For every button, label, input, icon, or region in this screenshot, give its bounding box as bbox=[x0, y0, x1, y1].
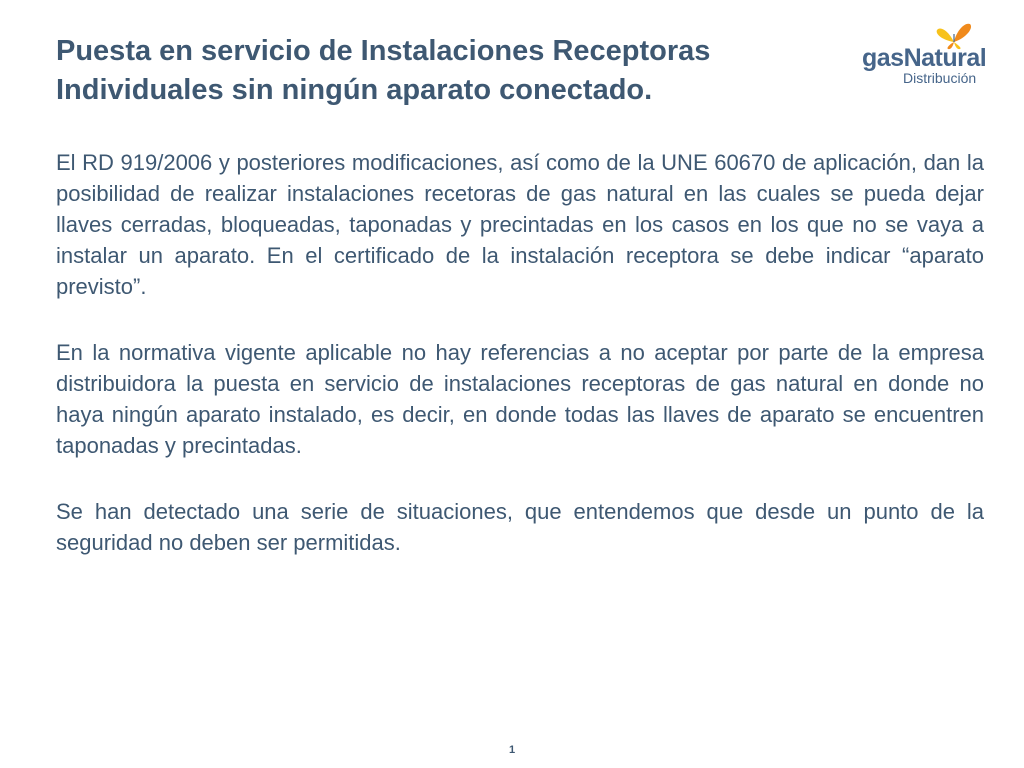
slide-body bbox=[56, 147, 984, 558]
paragraph-2: En la normativa vigente aplicable no hay referencias a no aceptar por parte de la empresa distribuidora la puesta en servicio de instalaciones receptoras de gas natural en donde no haya ningún aparato instalado, es decir, en donde todas las llaves de aparato se encuentren taponadas y precintadas. bbox=[56, 340, 984, 458]
page-number: 1 bbox=[508, 744, 516, 756]
logo-wordmark: gasNatural bbox=[862, 44, 987, 72]
logo-subtitle: Distribución bbox=[903, 70, 977, 86]
gas-natural-logo bbox=[858, 20, 994, 90]
paragraph-1: El RD 919/2006 y posteriores modificaciones, así como de la UNE 60670 de aplicación, dan la posibilidad de realizar instalaciones recetoras de gas natural en las cuales se pueda dejar llaves cerradas, bloqueadas, taponadas y precintadas en los casos en los que no se vaya a instalar un aparato. En el certificado de la instalación receptora se debe indicar “aparato previsto”. bbox=[56, 150, 984, 299]
slide-title-line-2: Individuales sin ningún aparato conectado. bbox=[56, 74, 653, 106]
slide-title-line-1: Puesta en servicio de Instalaciones Receptoras bbox=[56, 35, 711, 67]
slide-title bbox=[56, 32, 856, 110]
paragraph-3: Se han detectado una serie de situaciones, que entendemos que desde un punto de la seguridad no deben ser permitidas. bbox=[56, 499, 984, 555]
